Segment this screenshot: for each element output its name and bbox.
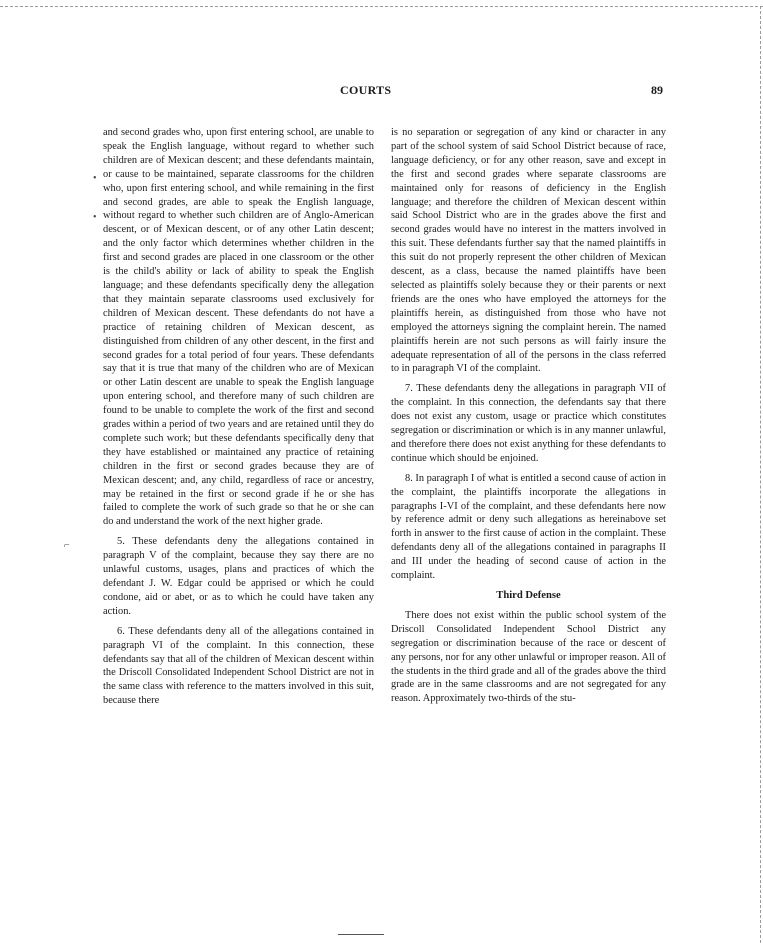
paragraph-7: 7. These defendants deny the allegations in paragraph VII of the complaint. In this connection, the defendants say that there does not exist any custom, usage or practice which constitutes segregation or discrimination or which is in any manner unlawful, and therefore there does not exist anything for these defendants to continue which should be enjoined. [391, 383, 666, 464]
paragraph-5: 5. These defendants deny the allegations contained in paragraph V of the complaint, because they say there are no unlawful customs, usages, plans and practices of which the defendant J. W. Edgar could be apprised or which he could condone, aid or abet, or as to which he could have taken any action. [103, 536, 374, 617]
top-dashed-border [0, 6, 763, 7]
margin-dot-mark: • [93, 173, 97, 184]
right-column [391, 126, 666, 706]
margin-dot-mark: • [93, 212, 97, 223]
section-heading-third-defense: Third Defense [496, 590, 561, 601]
margin-pen-mark: ⌐ [64, 540, 70, 551]
footer-rule [338, 934, 384, 935]
paragraph-third-defense: There does not exist within the public school system of the Driscoll Consolidated Independent School District any segregation or discrimination because of the race or descent of any persons, nor for any other unlawful or improper reason. All of the students in the third grade and all of the grades above the third grade are in the same classrooms and are not segregated for any reason. Approximately two-thirds of the stu- [391, 609, 666, 705]
left-column [103, 126, 374, 708]
paragraph-6-continued: is no separation or segregation of any kind or character in any part of the school system of said School District because of race, language deficiency, or for any other reason, save and except in the first and second grades where separate classrooms are maintained only for reasons of deficiency in the English language; and therefore the children of Mexican descent within said School District who are in the grades above the first and second grades would have no interest in the matters involved in this suit. These defendants further say that the named plaintiffs in this suit do not properly represent the other children of Mexican descent, as a class, because the named plaintiffs have been selected as plaintiffs solely because they or their parents or next friends are the ones who have employed the attorneys for the plaintiffs herein, as distinguished from those who have not employed the attorneys signing the complaint herein. The named plaintiffs herein are not such persons as will fairly insure the adequate representation of all of the persons in the class referred to in paragraph VI of the complaint. [391, 127, 666, 375]
paragraph-8: 8. In paragraph I of what is entitled a second cause of action in the complaint, the plaintiffs incorporate the allegations in paragraphs I-VI of the complaint, and these defendants here now by reference admit or deny such allegations as hereinabove set forth in answer to the first cause of action in the complaint. These defendants deny all of the allegations contained in paragraphs II and III under the heading of second cause of action in the complaint. [391, 472, 666, 582]
page-number: 89 [651, 83, 663, 97]
right-dashed-border [760, 6, 761, 943]
paragraph-6: 6. These defendants deny all of the allegations contained in paragraph VI of the complaint. In this connection, these defendants say that all of the children of Mexican descent within the Driscoll Consolidated Independent School District are not in the same class with reference to the matters involved in this suit, because there [103, 625, 374, 707]
paragraph-continuation: and second grades who, upon first entering school, are unable to speak the English language, without regard to whether such children are of Mexican descent; and these defendants maintain, or cause to be maintained, separate classrooms for the children who, upon first entering school, and while remaining in the first and second grades, are able to speak the English language, without regard to whether such children are of Anglo-American descent, or of Mexican descent, or of any other Latin descent; and the only factor which determines whether children in the first and second grades are placed in one classroom or the other is the child's ability or lack of ability to speak the English language; and these defendants specifically deny the allegation that they maintain separate classrooms used exclusively for children of Mexican descent. These defendants do not have a practice of retaining children of Mexican descent, as distinguished from children of any other descent, in the first and second grades for a total period of four years. These defendants say that it is true that many of the children who are of Mexican or other Latin descent are unable to speak the English language upon entering school, and therefore many of such children are found to be unable to complete the work of the first and second grades within a period of two years and are retained until they do complete such work; but these defendants specifically deny that they have established or maintained any practice of retaining children in the first or second grades because they are of Mexican descent; and, any child, regardless of race or ancestry, may be retained in the first or second grade if he or she has failed to complete the work of such grade so that he or she can do and understand the work of the next higher grade. [103, 127, 374, 528]
running-head: COURTS [340, 83, 392, 97]
